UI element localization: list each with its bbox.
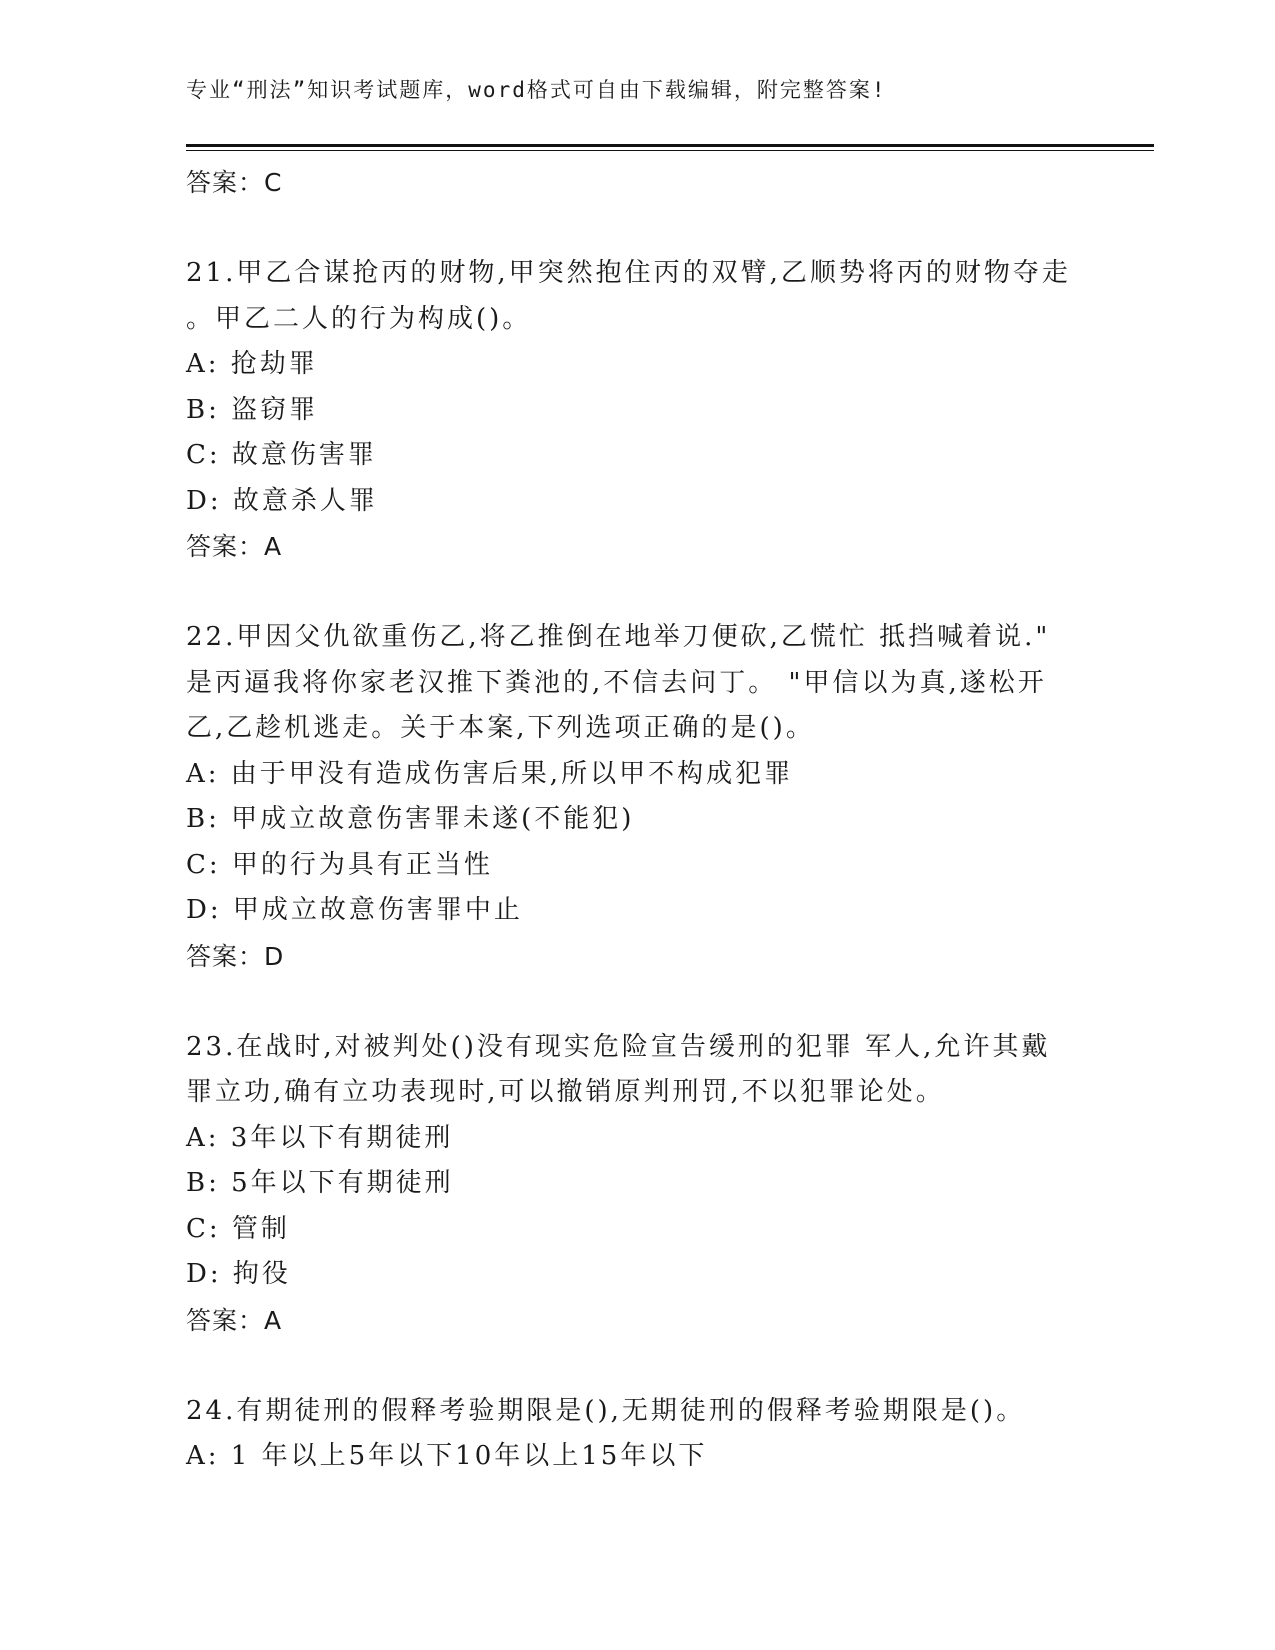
question-stem-line: 22.甲因父仇欲重伤乙,将乙推倒在地举刀便砍,乙慌忙 抵挡喊着说.": [186, 622, 1051, 652]
question-stem-line: 24.有期徒刑的假释考验期限是(),无期徒刑的假释考验期限是()。: [186, 1395, 1026, 1426]
answer-line: 答案：A: [186, 532, 283, 561]
question-stem-line: 21.甲乙合谋抢丙的财物,甲突然抱住丙的双臂,乙顺势将丙的财物夺走: [186, 258, 1071, 288]
option-b: B: 甲成立故意伤害罪未遂(不能犯): [186, 804, 635, 834]
option-d: D: 故意杀人罪: [186, 485, 378, 516]
option-d: D: 拘役: [186, 1259, 291, 1289]
question-block: [186, 251, 1086, 570]
spacer: [186, 1343, 1086, 1389]
answer-line: 答案：D: [186, 941, 285, 971]
question-block: [186, 1389, 1086, 1480]
question-stem-line: 。甲乙二人的行为构成()。: [186, 303, 532, 334]
question-stem-line: 23.在战时,对被判处()没有现实危险宣告缓刑的犯罪 军人,允许其戴: [186, 1031, 1051, 1062]
option-b: B: 盗窃罪: [186, 394, 319, 425]
answer-line: 答案：C: [186, 168, 283, 197]
spacer: [186, 206, 1086, 252]
option-c: C: 故意伤害罪: [186, 440, 377, 470]
option-a: A: 3年以下有期徒刑: [186, 1122, 454, 1153]
option-c: C: 管制: [186, 1213, 290, 1244]
header-rule-thick: [186, 144, 1154, 147]
option-a: A: 抢劫罪: [186, 349, 318, 379]
page-header: 专业“刑法”知识考试题库，word格式可自由下载编辑，附完整答案!: [186, 78, 887, 102]
spacer: [186, 979, 1086, 1025]
option-c: C: 甲的行为具有正当性: [186, 849, 493, 880]
option-a: A: 1 年以上5年以下10年以上15年以下: [186, 1441, 708, 1471]
option-b: B: 5年以下有期徒刑: [186, 1168, 454, 1198]
question-block: [186, 1025, 1086, 1344]
question-stem-line: 是丙逼我将你家老汉推下粪池的,不信去问丁。 "甲信以为真,遂松开: [186, 667, 1047, 698]
header-rule-thin: [186, 150, 1154, 151]
question-list: [186, 160, 1086, 1480]
option-a: A: 由于甲没有造成伤害后果,所以甲不构成犯罪: [186, 758, 794, 789]
answer-line: 答案：A: [186, 1305, 283, 1335]
question-stem-line: 乙,乙趁机逃走。关于本案,下列选项正确的是()。: [186, 713, 815, 743]
option-d: D: 甲成立故意伤害罪中止: [186, 895, 523, 925]
spacer: [186, 570, 1086, 616]
question-block: [186, 615, 1086, 979]
question-stem-line: 罪立功,确有立功表现时,可以撤销原判刑罚,不以犯罪论处。: [186, 1077, 945, 1107]
